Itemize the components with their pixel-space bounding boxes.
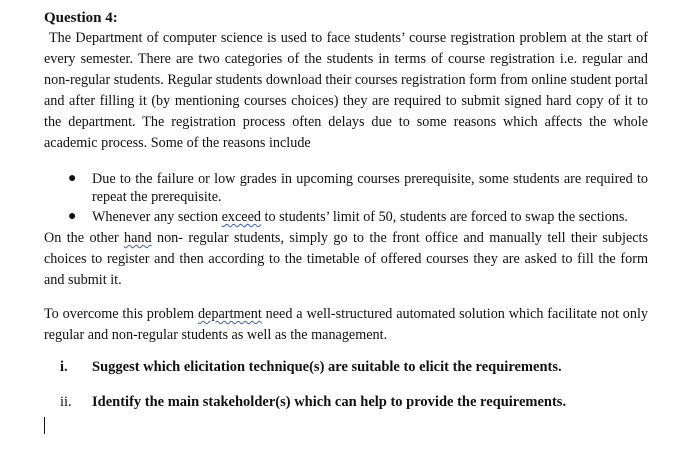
list-item	[44, 208, 648, 226]
sub-question-i	[44, 357, 648, 377]
reasons-list	[44, 170, 648, 226]
grammar-marked-word[interactable]: hand	[124, 230, 152, 246]
bullet-text: Due to the failure or low grades in upcoming courses prerequisite, some students are required to repeat the prerequisite.	[92, 171, 648, 205]
bullet-icon: ●	[68, 171, 77, 186]
bullet-icon: ●	[68, 209, 77, 224]
paragraph-text-after: non- regular students, simply go to the front office and manually tell their subjects choices to register and then according to the timetable of offered courses they are asked to fill the form and submit it.	[44, 230, 648, 288]
bullet-text-after: to students’ limit of 50, students are forced to swap the sections.	[261, 209, 628, 225]
sub-question-number: ii.	[60, 394, 72, 410]
sub-question-number: i.	[60, 359, 68, 375]
nonregular-paragraph	[44, 228, 648, 291]
paragraph-text-before: On the other	[44, 230, 124, 246]
sub-question-text: Identify the main stakeholder(s) which can help to provide the requirements.	[92, 394, 567, 410]
question-heading: Question 4:	[44, 10, 118, 26]
bullet-text-before: Whenever any section	[92, 209, 222, 225]
overcome-paragraph	[44, 304, 648, 346]
paragraph-text-before: To overcome this problem	[44, 306, 198, 322]
document-page	[44, 8, 648, 412]
sub-question-text: Suggest which elicitation technique(s) are suitable to elicit the requirements.	[92, 359, 562, 375]
grammar-marked-word[interactable]: department	[197, 306, 262, 322]
sub-question-ii	[44, 392, 648, 412]
list-item	[44, 170, 648, 206]
paragraph-text-after: need a well-structured automated solution which facilitate not only regular and non-regular students as well as the management.	[44, 306, 648, 343]
intro-paragraph: The Department of computer science is used to face students’ course registration problem at the start of every semester. There are two categories of the students in terms of course registration i.e. regular and non-regular students. Regular students download their courses registration form from online student portal and after filling it (by mentioning courses choices) they are required to submit signed hard copy of it to the department. The registration process often delays due to some reasons which affects the whole academic process. Some of the reasons include	[44, 30, 649, 151]
sub-questions	[44, 357, 648, 412]
text-cursor	[44, 417, 45, 434]
grammar-marked-word[interactable]: exceed	[221, 209, 261, 225]
